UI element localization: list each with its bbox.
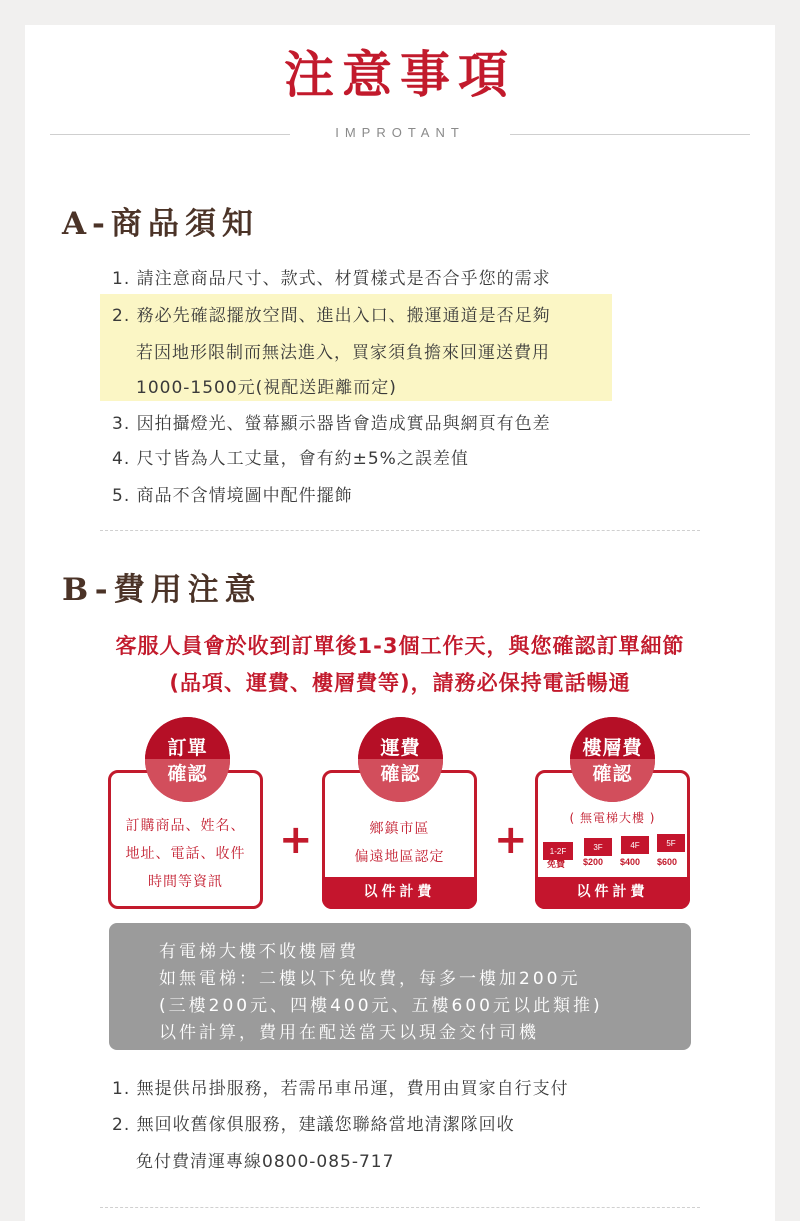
dashed-divider xyxy=(100,530,700,531)
plus-icon: + xyxy=(279,817,313,863)
list-item: 5. 商品不含情境圖中配件擺飾 xyxy=(112,486,353,506)
floor-step-3f: 3F xyxy=(584,838,612,856)
plus-icon: + xyxy=(494,817,528,863)
badge-label: 確認 xyxy=(592,763,633,785)
notice-line: (品項、運費、樓層費等)，請務必保持電話暢通 xyxy=(169,671,631,695)
floor-fee-confirm-badge xyxy=(570,717,655,802)
floor-step-1-2f: 1-2F xyxy=(543,842,573,860)
floor-step-5f: 5F xyxy=(657,834,685,852)
card-footer: 以件計費 xyxy=(535,877,690,909)
list-item: 1. 無提供吊掛服務，若需吊車吊運，費用由買家自行支付 xyxy=(112,1079,569,1099)
section-a-title: A-商品須知 xyxy=(62,206,259,242)
card-desc: 偏遠地區認定 xyxy=(354,849,445,865)
notice-line: 客服人員會於收到訂單後1-3個工作天，與您確認訂單細節 xyxy=(115,634,685,658)
floor-price: 免費 xyxy=(547,859,566,869)
list-item: 2. 務必先確認擺放空間、進出入口、搬運通道是否足夠 xyxy=(112,306,551,326)
badge-label: 確認 xyxy=(167,763,208,785)
card-desc: 鄉鎮市區 xyxy=(369,821,430,837)
list-item: 1. 請注意商品尺寸、款式、材質樣式是否合乎您的需求 xyxy=(112,269,551,289)
hotline-text: 免付費清運專線0800-085-717 xyxy=(136,1152,395,1172)
card-footer: 以件計費 xyxy=(322,877,477,909)
badge-label: 確認 xyxy=(380,763,421,785)
badge-label: 運費 xyxy=(380,737,421,759)
order-confirm-badge xyxy=(145,717,230,802)
floor-fee-info-box xyxy=(109,923,691,1050)
card-desc: 訂購商品、姓名、 xyxy=(125,818,246,834)
card-desc: ( 無電梯大樓 ) xyxy=(569,811,656,825)
shipping-confirm-badge xyxy=(358,717,443,802)
list-item: 1000-1500元(視配送距離而定) xyxy=(136,378,397,398)
list-item: 若因地形限制而無法進入，買家須負擔來回運送費用 xyxy=(136,343,550,363)
info-line: (三樓200元、四樓400元、五樓600元以此類推) xyxy=(159,996,603,1016)
dashed-divider xyxy=(100,1207,700,1208)
list-item: 4. 尺寸皆為人工丈量，會有約±5%之誤差值 xyxy=(112,449,469,469)
floor-price: $400 xyxy=(620,857,641,867)
badge-label: 樓層費 xyxy=(582,737,643,759)
page-subtitle: IMPROTANT xyxy=(335,125,465,140)
card-desc: 地址、電話、收件 xyxy=(125,846,246,862)
info-line: 以件計算，費用在配送當天以現金交付司機 xyxy=(159,1023,539,1043)
badge-label: 訂單 xyxy=(167,737,208,759)
list-item: 3. 因拍攝燈光、螢幕顯示器皆會造成實品與網頁有色差 xyxy=(112,414,551,434)
page-title: 注意事項 xyxy=(284,45,516,104)
card-desc: 時間等資訊 xyxy=(148,874,223,890)
floor-price: $600 xyxy=(657,857,678,867)
floor-price: $200 xyxy=(583,857,604,867)
info-line: 如無電梯：二樓以下免收費，每多一樓加200元 xyxy=(159,969,581,989)
info-line: 有電梯大樓不收樓層費 xyxy=(159,942,359,962)
floor-step-4f: 4F xyxy=(621,836,649,854)
list-item: 2. 無回收舊傢俱服務，建議您聯絡當地清潔隊回收 xyxy=(112,1115,515,1135)
section-b-title: B-費用注意 xyxy=(62,572,262,608)
